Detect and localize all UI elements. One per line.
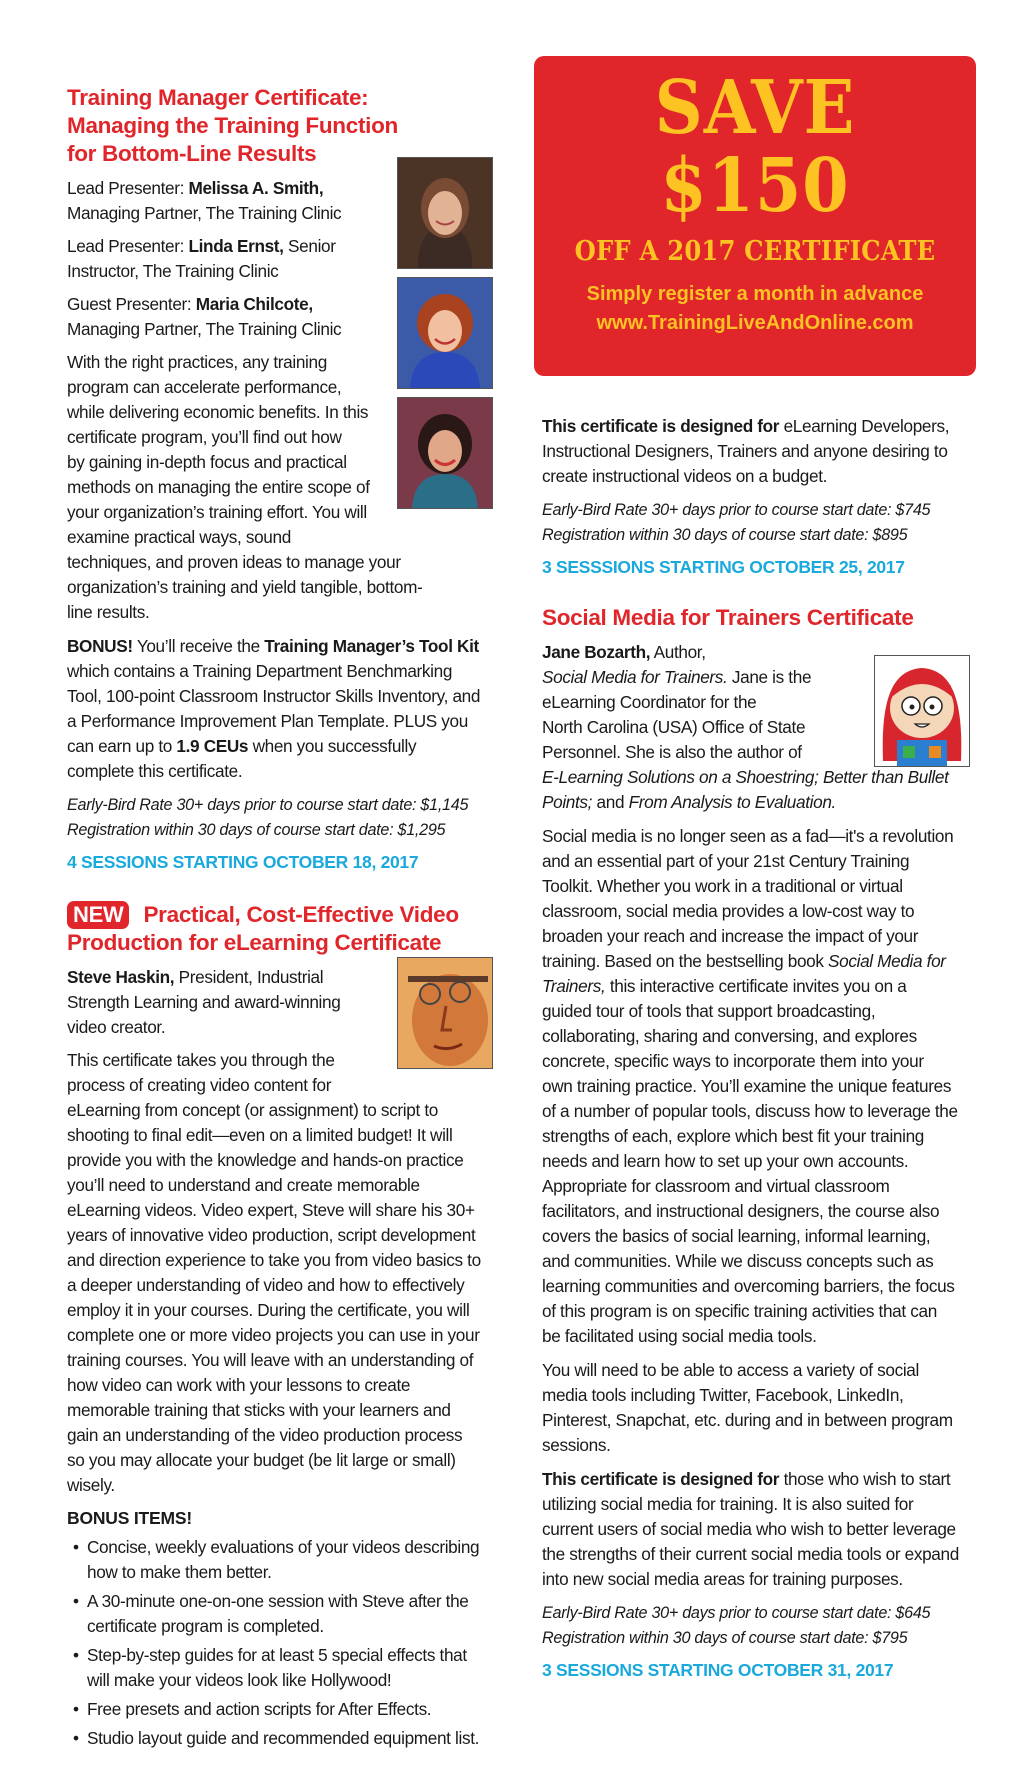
list-item: • Step-by-step guides for at least 5 special effects that will make your videos look like Hollywood! [67,1643,495,1693]
social-designed-for: This certificate is designed for those who wish to start utilizing social media for training. It is also suited for current users of social media who wish to better leverage the strengths of their current social media tools or expand into new social media areas for training purposes. [542,1469,959,1589]
portrait-icon [398,958,492,1068]
promo-off: OFF A 2017 CERTIFICATE [574,236,936,267]
sessions-start: 3 SESSSIONS STARTING OCTOBER 25, 2017 [542,557,905,577]
presenter-melissa: Lead Presenter: Melissa A. Smith, Managing Partner, The Training Clinic [67,178,342,223]
promo-note: Simply register a month in advance [586,283,924,305]
photo-melissa-smith [397,157,493,269]
cartoon-avatar-icon [875,656,969,766]
list-item: • Studio layout guide and recommended equipment list. [67,1726,495,1751]
promo-amount: $150 [660,143,850,229]
sessions-start: 4 SESSIONS STARTING OCTOBER 18, 2017 [67,852,419,872]
early-bird-rate: Early-Bird Rate 30+ days prior to course start date: $645 [542,1604,931,1622]
promo-url-link[interactable]: www.TrainingLiveAndOnline.com [596,312,914,334]
presenter-jane: Jane Bozarth, Author, Social Media for Trainers. Jane is the eLearning Coordinator for the North Carolina (USA) Office of State Personnel. She is also the author of E-Learning Solutions on a Shoestring; Better than Bullet Points; and From Analysis to Evaluation. [542,642,949,812]
list-item: • Concise, weekly evaluations of your videos describing how to make them better. [67,1535,495,1585]
portrait-icon [398,398,492,508]
training-manager-bonus: BONUS! You’ll receive the Training Manager’s Tool Kit which contains a Training Department Benchmarking Tool, 100-point Classroom Instructor Skills Inventory, and a Performance Improvement Plan Template. PLUS you can earn up to 1.9 CEUs when you successfully complete this certificate. [67,636,481,781]
photo-linda-ernst [397,277,493,389]
social-media-title: Social Media for Trainers Certificate [542,605,914,630]
presenter-name: Linda Ernst, [188,236,284,256]
early-bird-rate: Early-Bird Rate 30+ days prior to course start date: $745 [542,501,931,519]
promo-save: SAVE [654,65,856,151]
presenter-name: Jane Bozarth, [542,642,651,662]
training-manager-description: With the right practices, any training program can accelerate performance, while delivering economic benefits. In this certificate program, you’ll find out how by gaining in-depth focus and practical methods on managing the entire scope of your organization’s training effort. You will examine practical ways, sound techniques, and proven ideas to manage your organization’s training and yield tangible, bottom- line results. [67,352,423,622]
social-media-access: You will need to be able to access a variety of social media tools including Twitter, Facebook, LinkedIn, Pinterest, Snapchat, etc. during and in between program sessions. [542,1360,953,1455]
photo-jane-bozarth-cartoon [874,655,970,767]
registration-rate: Registration within 30 days of course start date: $795 [542,1629,908,1647]
sessions-start: 3 SESSIONS STARTING OCTOBER 31, 2017 [542,1660,894,1680]
portrait-icon [398,278,492,388]
title-line: Training Manager Certificate: [67,85,369,110]
presenter-maria: Guest Presenter: Maria Chilcote, Managing Partner, The Training Clinic [67,294,342,339]
bonus-items-list [67,1535,495,1751]
social-media-description: Social media is no longer seen as a fad—it's a revolution and an essential part of your 21st Century Training Toolkit. Whether you work in a traditional or virtual classroom, social media provides a low-cost way to broaden your reach and increase the impact of your training. Based on the bestselling book Social Media for Trainers, this interactive certificate invites you on a guided tour of tools that support broadcasting, collaborating, sharing and conversing, and explores concrete, specific ways to incorporate them into your own training practice. You’ll examine the unique features of a number of popular tools, discuss how to leverage the strengths of each, explore which best fit your training needs and learn how to set up your own accounts. Appropriate for classroom and virtual classroom facilitators, and instructional designers, the course also covers the basics of social learning, informal learning, and communities. While we discuss concepts such as learning communities and overcoming barriers, the focus of this program is on specific training activities that can be facilitated using social media tools. [542,826,958,1346]
bonus-items-heading: BONUS ITEMS! [67,1508,192,1528]
training-manager-title [67,84,495,168]
portrait-icon [398,158,492,268]
presenter-linda: Lead Presenter: Linda Ernst, Senior Instructor, The Training Clinic [67,236,336,281]
video-certificate-title: NEW Practical, Cost-Effective Video Production for eLearning Certificate [67,902,459,955]
list-item: • Free presets and action scripts for After Effects. [67,1697,495,1722]
new-badge: NEW [67,901,129,929]
presenter-name: Steve Haskin, [67,967,175,987]
presenter-name: Melissa A. Smith, [188,178,324,198]
presenter-steve: Steve Haskin, President, Industrial Strength Learning and award-winning video creator. [67,967,341,1037]
registration-rate: Registration within 30 days of course start date: $895 [542,526,908,544]
photo-steve-haskin [397,957,493,1069]
photo-maria-chilcote [397,397,493,509]
registration-rate: Registration within 30 days of course start date: $1,295 [67,821,446,839]
save-promo-banner [534,56,976,376]
bonus-label: BONUS! [67,636,133,656]
video-designed-for: This certificate is designed for eLearning Developers, Instructional Designers, Trainers and anyone desiring to create instructional videos on a budget. [542,416,950,486]
title-line: Managing the Training Function [67,113,398,138]
video-description: This certificate takes you through the process of creating video content for eLearning from concept (or assignment) to script to shooting to final edit—even on a limited budget! It will provide you with the knowledge and hands-on practice you’ll need to understand and create memorable eLearning videos. Video expert, Steve will share his 30+ years of innovative video production, script development and direction experience to take you from video basics to a deeper understanding of video and how to effectively employ it in your courses. During the certificate, you will complete one or more video projects you can use in your training courses. You will leave with an understanding of how video can work with your lessons to create memorable training that sticks with your learners and gain an understanding of the video production process so you may allocate your budget (be lit large or small) wisely. [67,1050,481,1495]
title-line: for Bottom-Line Results [67,141,317,166]
right-column [534,56,976,1683]
early-bird-rate: Early-Bird Rate 30+ days prior to course start date: $1,145 [67,796,469,814]
list-item: • A 30-minute one-on-one session with Steve after the certificate program is completed. [67,1589,495,1639]
presenter-name: Maria Chilcote, [195,294,313,314]
